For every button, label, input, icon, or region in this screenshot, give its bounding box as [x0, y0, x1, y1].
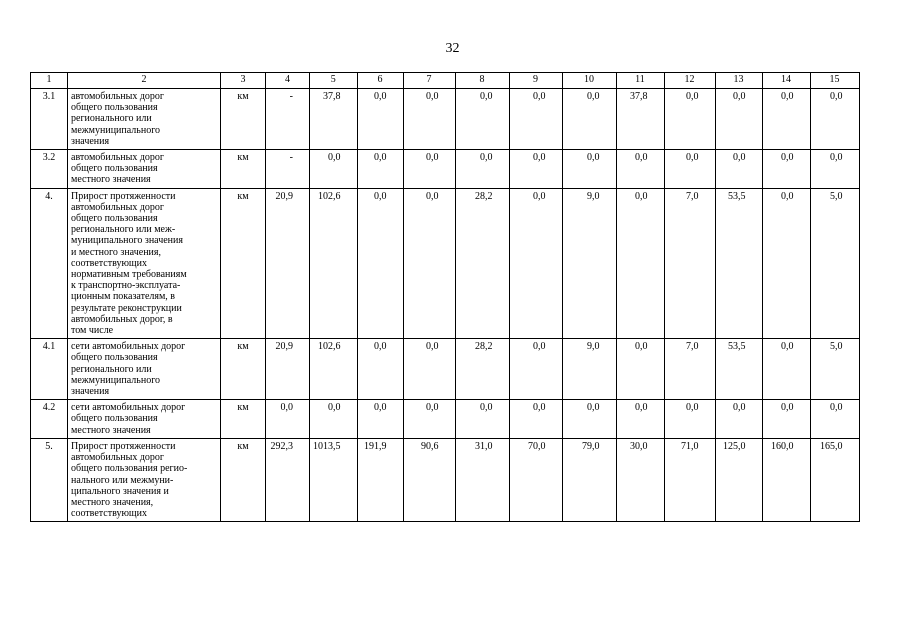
description-line: регионального или	[71, 113, 152, 125]
value-cell: 0,0	[403, 150, 455, 189]
description-line: межмуниципального	[71, 124, 161, 136]
description-line: общего пользования	[71, 413, 158, 425]
description-line: автомобильных дорог	[71, 152, 165, 164]
description-line: автомобильных дорог	[71, 201, 165, 213]
value-cell: 79,0	[562, 438, 616, 521]
table-row	[31, 400, 860, 439]
value-cell: 0,0	[509, 89, 562, 150]
table-row	[31, 150, 860, 189]
description-line: нормативным требованиям	[71, 269, 187, 281]
value-cell: 0,0	[310, 400, 358, 439]
description-line: соответствующих	[71, 257, 147, 269]
description-cell	[68, 150, 221, 189]
header-cell: 11	[616, 73, 664, 89]
row-number-cell: 3.2	[31, 150, 68, 189]
description-line: местного значения	[71, 174, 151, 186]
value-cell: 7,0	[664, 339, 715, 400]
value-cell: 165,0	[810, 438, 859, 521]
description-line: результате реконструкции	[71, 302, 182, 314]
description-line: ципального значения и	[71, 485, 169, 497]
row-number-cell: 4.1	[31, 339, 68, 400]
description-line: автомобильных дорог	[71, 91, 165, 102]
value-cell: 191,9	[357, 438, 403, 521]
value-cell: 71,0	[664, 438, 715, 521]
value-cell: 0,0	[810, 400, 859, 439]
value-cell: 53,5	[715, 188, 762, 339]
table-row	[31, 339, 860, 400]
row-number-cell: 5.	[31, 438, 68, 521]
value-cell: 70,0	[509, 438, 562, 521]
value-cell: 160,0	[762, 438, 810, 521]
value-cell: 9,0	[562, 188, 616, 339]
value-cell: 0,0	[715, 150, 762, 189]
header-row	[31, 73, 860, 89]
description-line: регионального или	[71, 363, 152, 375]
value-cell: 0,0	[509, 400, 562, 439]
header-cell: 6	[357, 73, 403, 89]
value-cell: 0,0	[616, 150, 664, 189]
value-cell: 0,0	[562, 89, 616, 150]
unit-cell: км	[221, 339, 266, 400]
header-cell: 13	[715, 73, 762, 89]
table-row	[31, 89, 860, 150]
header-cell: 14	[762, 73, 810, 89]
value-cell: 0,0	[616, 339, 664, 400]
value-cell: 125,0	[715, 438, 762, 521]
value-cell: 37,8	[310, 89, 358, 150]
unit-cell: км	[221, 150, 266, 189]
value-cell: 0,0	[762, 339, 810, 400]
value-cell: 0,0	[455, 150, 509, 189]
header-cell: 9	[509, 73, 562, 89]
value-cell: 0,0	[616, 400, 664, 439]
value-cell: -	[266, 150, 310, 189]
value-cell: 0,0	[266, 400, 310, 439]
value-cell: 0,0	[762, 150, 810, 189]
value-cell: 31,0	[455, 438, 509, 521]
description-line: значения	[71, 386, 110, 398]
value-cell: 0,0	[762, 188, 810, 339]
value-cell: 5,0	[810, 339, 859, 400]
value-cell: 0,0	[762, 89, 810, 150]
value-cell: 37,8	[616, 89, 664, 150]
description-line: межмуниципального	[71, 374, 161, 386]
value-cell: 90,6	[403, 438, 455, 521]
value-cell: 102,6	[310, 188, 358, 339]
description-line: местного значения	[71, 424, 151, 436]
description-cell	[68, 89, 221, 150]
value-cell: 0,0	[762, 400, 810, 439]
header-cell: 3	[221, 73, 266, 89]
description-cell	[68, 438, 221, 521]
value-cell: 0,0	[357, 339, 403, 400]
value-cell: 0,0	[509, 339, 562, 400]
description-line: сети автомобильных дорог	[71, 341, 186, 353]
description-cell	[68, 400, 221, 439]
description-line: Прирост протяженности	[71, 440, 176, 452]
description-cell	[68, 188, 221, 339]
value-cell: 0,0	[810, 150, 859, 189]
value-cell: 102,6	[310, 339, 358, 400]
header-cell: 4	[266, 73, 310, 89]
row-number-cell: 3.1	[31, 89, 68, 150]
description-line: ционным показателям, в	[71, 291, 176, 303]
description-line: общего пользования	[71, 102, 158, 114]
description-line: регионального или меж-	[71, 224, 176, 236]
value-cell: 20,9	[266, 339, 310, 400]
value-cell: 0,0	[310, 150, 358, 189]
row-number-cell: 4.	[31, 188, 68, 339]
description-line: общего пользования регио-	[71, 463, 188, 475]
value-cell: -	[266, 89, 310, 150]
unit-cell: км	[221, 89, 266, 150]
row-number-cell: 4.2	[31, 400, 68, 439]
value-cell: 0,0	[562, 400, 616, 439]
value-cell: 0,0	[509, 150, 562, 189]
description-line: значения	[71, 135, 110, 147]
value-cell: 0,0	[357, 400, 403, 439]
unit-cell: км	[221, 438, 266, 521]
value-cell: 0,0	[664, 89, 715, 150]
value-cell: 0,0	[403, 400, 455, 439]
header-cell: 2	[68, 73, 221, 89]
unit-cell: км	[221, 188, 266, 339]
value-cell: 0,0	[455, 400, 509, 439]
value-cell: 0,0	[810, 89, 859, 150]
value-cell: 7,0	[664, 188, 715, 339]
description-line: общего пользования	[71, 352, 158, 364]
value-cell: 5,0	[810, 188, 859, 339]
value-cell: 0,0	[403, 188, 455, 339]
table-row	[31, 188, 860, 339]
description-line: автомобильных дорог	[71, 452, 165, 464]
header-cell: 10	[562, 73, 616, 89]
value-cell: 20,9	[266, 188, 310, 339]
header-cell: 8	[455, 73, 509, 89]
header-cell: 7	[403, 73, 455, 89]
value-cell: 9,0	[562, 339, 616, 400]
value-cell: 0,0	[509, 188, 562, 339]
value-cell: 53,5	[715, 339, 762, 400]
description-line: к транспортно-эксплуата-	[71, 280, 181, 292]
value-cell: 0,0	[664, 150, 715, 189]
description-line: местного значения,	[71, 496, 154, 508]
value-cell: 1013,5	[310, 438, 358, 521]
header-cell: 15	[810, 73, 859, 89]
value-cell: 0,0	[403, 339, 455, 400]
description-line: сети автомобильных дорог	[71, 402, 186, 414]
value-cell: 0,0	[455, 89, 509, 150]
description-line: автомобильных дорог, в	[71, 313, 173, 325]
data-table	[30, 72, 860, 522]
description-line: муниципального значения	[71, 235, 183, 247]
value-cell: 0,0	[616, 188, 664, 339]
description-line: общего пользования	[71, 163, 158, 175]
description-line: нального или межмуни-	[71, 474, 174, 486]
value-cell: 0,0	[715, 400, 762, 439]
header-cell: 1	[31, 73, 68, 89]
value-cell: 0,0	[357, 150, 403, 189]
value-cell: 30,0	[616, 438, 664, 521]
description-line: том числе	[71, 325, 114, 337]
value-cell: 0,0	[357, 188, 403, 339]
description-line: Прирост протяженности	[71, 190, 176, 202]
value-cell: 0,0	[664, 400, 715, 439]
unit-cell: км	[221, 400, 266, 439]
value-cell: 0,0	[562, 150, 616, 189]
page-number: 32	[445, 41, 460, 56]
description-line: и местного значения,	[71, 246, 161, 258]
description-cell	[68, 339, 221, 400]
value-cell: 0,0	[715, 89, 762, 150]
value-cell: 28,2	[455, 339, 509, 400]
value-cell: 0,0	[403, 89, 455, 150]
table-row	[31, 438, 860, 521]
value-cell: 28,2	[455, 188, 509, 339]
description-line: общего пользования	[71, 213, 158, 225]
header-cell: 5	[310, 73, 358, 89]
header-cell: 12	[664, 73, 715, 89]
value-cell: 0,0	[357, 89, 403, 150]
value-cell: 292,3	[266, 438, 310, 521]
description-line: соответствующих	[71, 508, 147, 520]
